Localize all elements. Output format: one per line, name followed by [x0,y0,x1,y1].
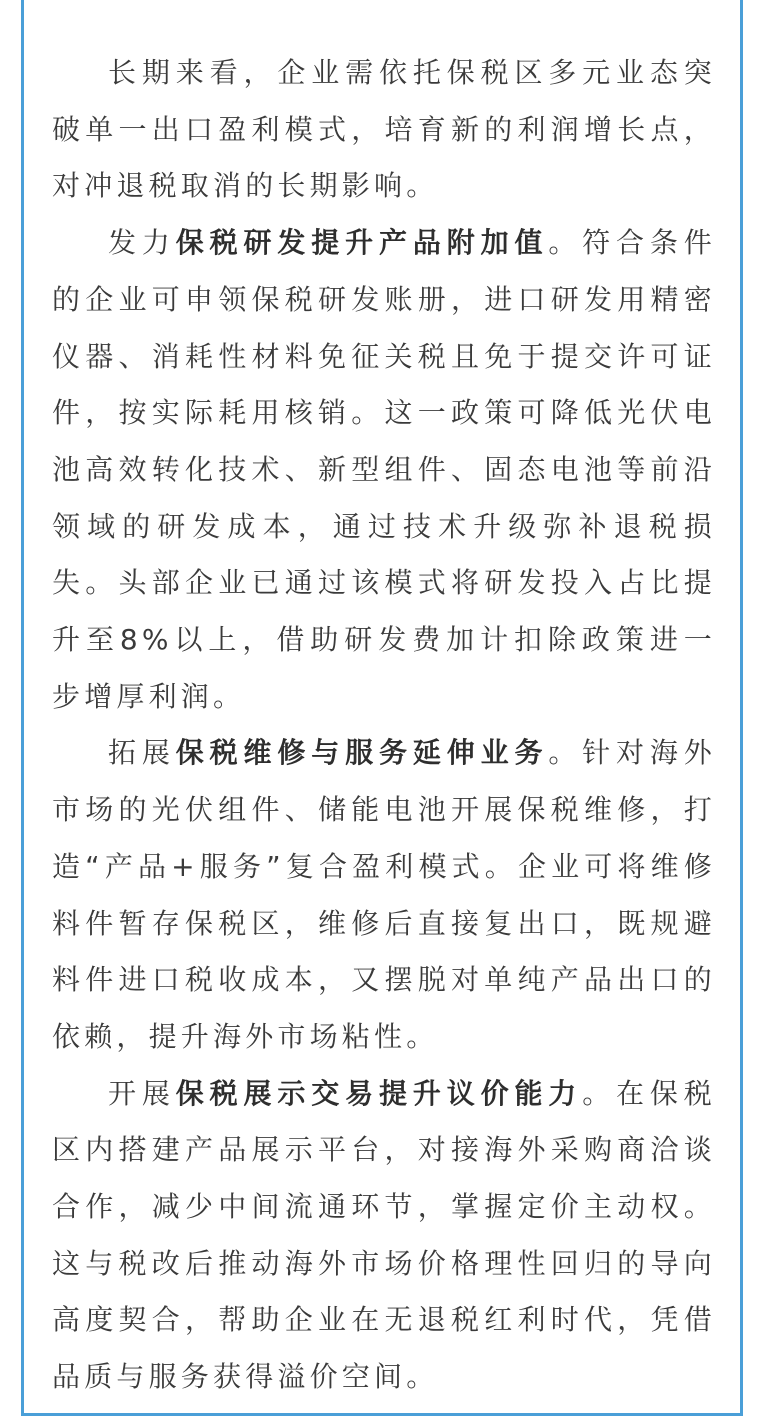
paragraph-bonded-exhibition [52,1066,716,1406]
paragraph-highlight: 保税维修与服务延伸业务 [175,736,549,770]
paragraph-lead-in: 开展 [108,1076,176,1110]
paragraph-lead-in: 发力 [108,226,176,260]
paragraph-text: 长期来看，企业需依托保税区多元业态突破单一出口盈利模式，培育新的利润增长点，对冲退税取消的长期影响。 [52,56,716,203]
paragraph-highlight: 保税研发提升产品附加值 [175,226,549,260]
paragraph-highlight: 保税展示交易提升议价能力 [175,1076,583,1110]
paragraph-long-term [52,45,716,215]
paragraph-text: 。符合条件的企业可申领保税研发账册，进口研发用精密仪器、消耗性材料免征关税且免于提交许可证件，按实际耗用核销。这一政策可降低光伏电池高效转化技术、新型组件、固态电池等前沿领域的研发成本，通过技术升级弥补退税损失。头部企业已通过该模式将研发投入占比提升至8%以上，借助研发费加计扣除政策进一步增厚利润。 [52,226,716,713]
paragraph-text: 。针对海外市场的光伏组件、储能电池开展保税维修，打造“产品+服务”复合盈利模式。企业可将维修料件暂存保税区，维修后直接复出口，既规避料件进口税收成本，又摆脱对单纯产品出口的依赖，提升海外市场粘性。 [52,736,716,1053]
paragraph-lead-in: 拓展 [108,736,176,770]
paragraph-text: 。在保税区内搭建产品展示平台，对接海外采购商洽谈合作，减少中间流通环节，掌握定价主动权。这与税改后推动海外市场价格理性回归的导向高度契合，帮助企业在无退税红利时代，凭借品质与服务获得溢价空间。 [52,1076,716,1394]
paragraph-bonded-repair [52,725,716,1065]
article-body [52,45,716,1406]
paragraph-bonded-rnd [52,215,716,725]
